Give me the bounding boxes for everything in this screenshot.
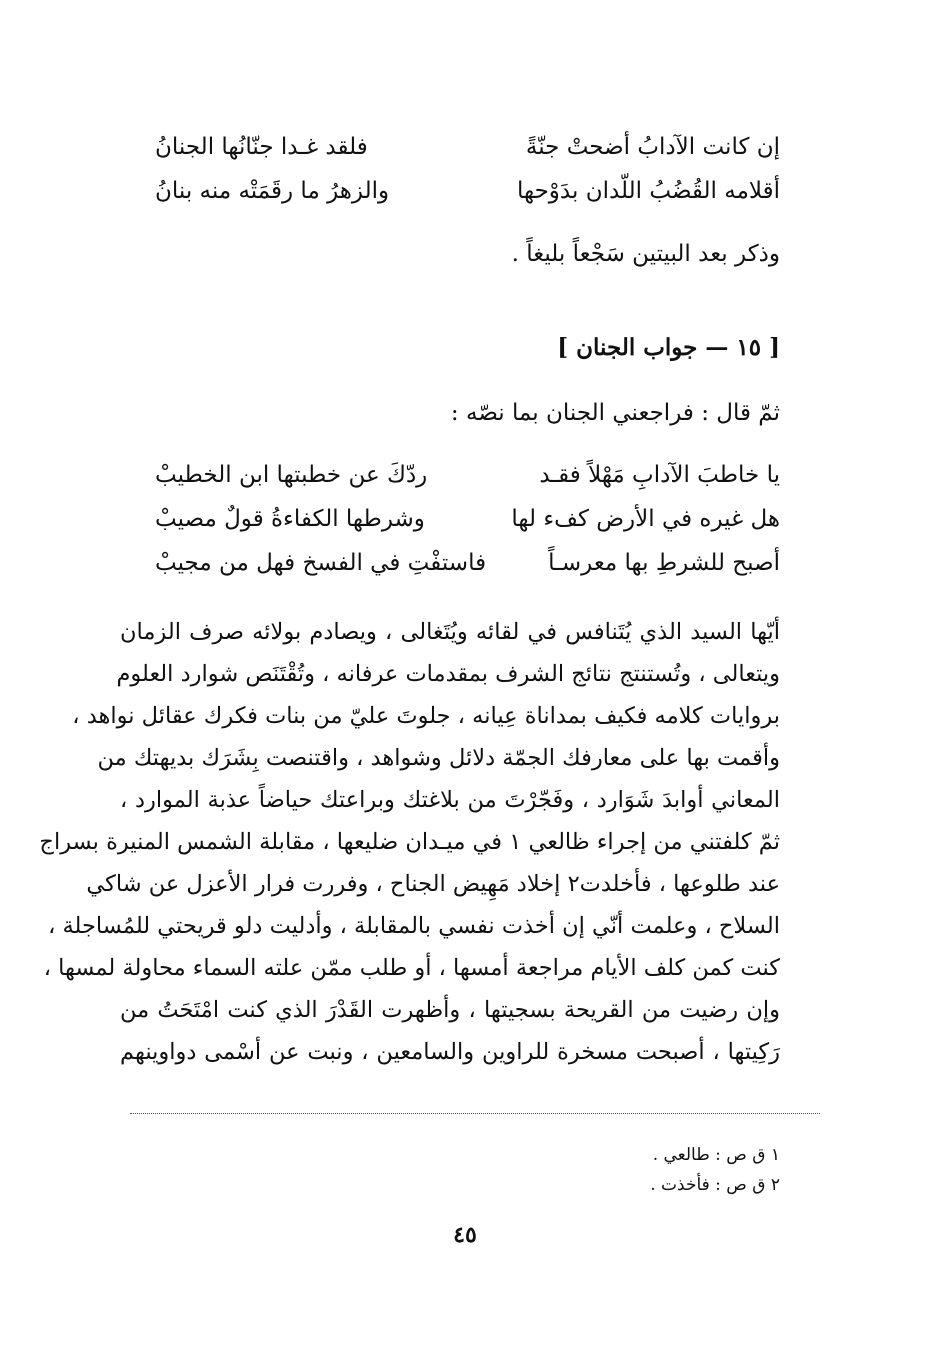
verse-first-hemistich: إن كانت الآدابُ أضحتْ جنّةً (525, 134, 780, 160)
section-heading: [ ١٥ — جواب الجنان ] (557, 334, 780, 361)
prose-line: السلاح ، وعلمت أنّي إن أخذت نفسي بالمقابلة ، وأدليت دلو قريحتي للمُساجلة ، (48, 913, 780, 939)
verse-second-hemistich: فاستفْتِ في الفسخ فهل من مجيبْ (155, 550, 487, 576)
verse-second-hemistich: والزهرُ ما رقَمَتْه منه بنانُ (155, 178, 390, 204)
verse-first-hemistich: يا خاطبَ الآدابِ مَهْلاً فقـد (539, 462, 780, 488)
verse (155, 499, 780, 543)
verse-first-hemistich: هل غيره في الأرض كفء لها (511, 506, 780, 532)
prose-line: المعاني أوابدَ شَوَارد ، وفَجّرْتَ من بلاغتك وبراعتك حياضاً عذبة الموارد ، (120, 787, 780, 813)
response-poem (155, 455, 780, 587)
prose-line: أيّها السيد الذي يُتَنافس في لقائه ويُتَغالى ، ويصادم بولائه صرف الزمان (120, 619, 780, 645)
verse-first-hemistich: أصبح للشرطِ بها معرسـاً (548, 550, 780, 576)
prose-line: ويتعالى ، وتُستنتج نتائج الشرف بمقدمات عرفانه ، وتُقْتَنَص شوارد العلوم (116, 661, 780, 687)
note-line: وذكر بعد البيتين سَجْعاً بليغاً . (511, 241, 780, 267)
prose-line: وأقمت بها على معارفك الجمّة دلائل وشواهد ، واقتنصت بِشَرَك بديهتك من (97, 745, 780, 771)
footnote: ١ ق ص : طالعي . (652, 1145, 780, 1165)
verse (155, 455, 780, 499)
prose-line: عند طلوعها ، فأخلدت٢ إخلاد مَهِيض الجناح ، وفررت فرار الأعزل عن شاكي (86, 871, 780, 897)
top-poem (155, 127, 780, 215)
prose-line: ثمّ كلفتني من إجراء ظالعي ١ في ميـدان ضليعها ، مقابلة الشمس المنيرة بسراج (39, 829, 780, 855)
prose-line: بروايات كلامه فكيف بمداناة عِيانه ، جلوتَ عليّ من بنات فكرك عقائل نواهد ، (72, 703, 780, 729)
verse-second-hemistich: فلقد غـدا جنّانُها الجنانُ (155, 134, 368, 160)
footnote-divider (130, 1113, 820, 1114)
verse-second-hemistich: ردّكَ عن خطبتها ابن الخطيبْ (155, 462, 428, 488)
verse (155, 543, 780, 587)
prose-line: رَكِيتها ، أصبحت مسخرة للراوين والسامعين ، ونبت عن أسْمى دواوينهم (120, 1039, 780, 1065)
verse-first-hemistich: أقلامه القُضُبُ اللّدان بدَوْحها (516, 178, 780, 204)
prose-paragraph (39, 612, 780, 1074)
footnote: ٢ ق ص : فأخذت . (650, 1175, 780, 1195)
footnotes (380, 1140, 780, 1200)
page-number: ٤٥ (453, 1222, 477, 1248)
verse (155, 127, 780, 171)
intro-line: ثمّ قال : فراجعني الجنان بما نصّه : (450, 400, 780, 426)
prose-line: وإن رضيت من القريحة بسجيتها ، وأظهرت القَدْرَ الذي كنت امْتَحَتُ من (120, 997, 780, 1023)
prose-line: كنت كمن كلف الأيام مراجعة أمسها ، أو طلب ممّن علته السماء محاولة لمسها ، (43, 955, 780, 981)
verse (155, 171, 780, 215)
verse-second-hemistich: وشرطها الكفاءةُ قولٌ مصيبْ (155, 506, 425, 532)
